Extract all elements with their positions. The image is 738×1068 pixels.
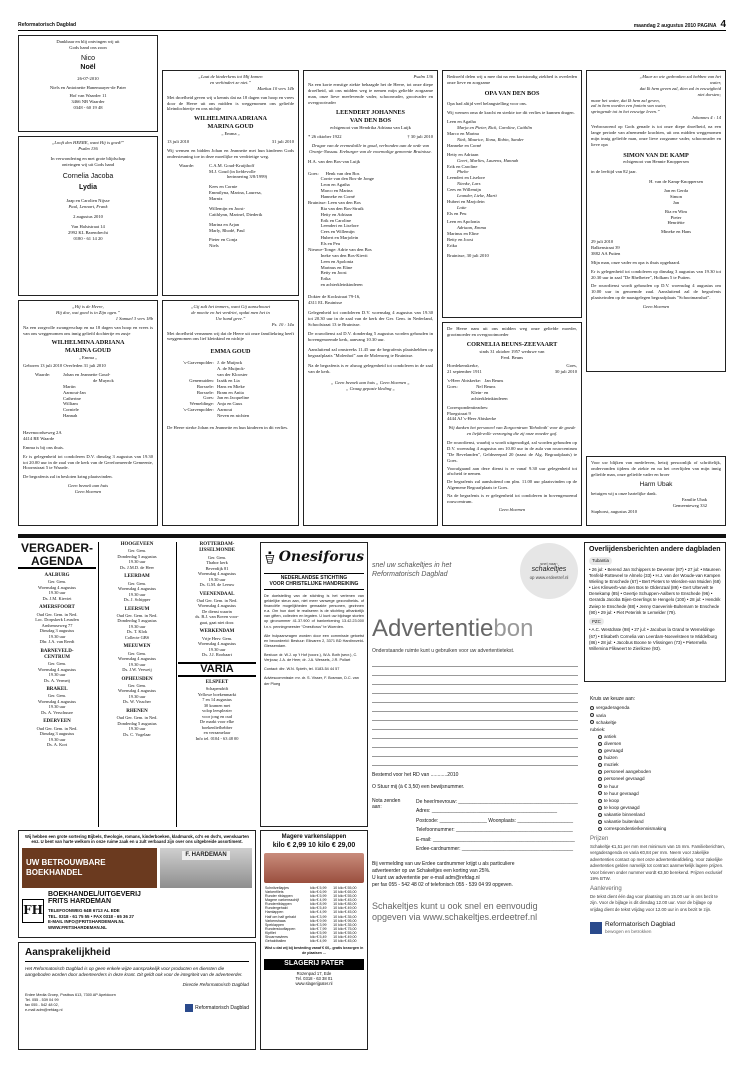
varia-title: VARIA xyxy=(178,662,256,678)
butcher-ad xyxy=(260,830,368,1050)
radio-icon[interactable] xyxy=(598,777,602,781)
other-papers-title: Overlijdensberichten andere dagbladen xyxy=(589,546,721,553)
funeral-info: De begrafenis zal aansluitend om plm. 11.00 uur plaatsvinden op de Algemene Begraafplaats te Goes. xyxy=(447,479,577,491)
spouse: sinds 31 oktober 1957 weduwe van xyxy=(479,348,545,354)
lying-in-state: Emma is bij ons thuis. xyxy=(23,444,64,450)
radio-icon[interactable] xyxy=(598,799,602,803)
child-second-name: Lydia xyxy=(78,184,98,192)
agenda-entry: RHENEN Oud Ger. Gem. in Ned. Donderdag 5 augustus 19.30 uur Ds. C. Vogelaar xyxy=(116,708,158,737)
form-footer: Schakeltjes kunt u ook snel en eenvoudig opgeven via www.schakeltjes.erdeetref.nl xyxy=(372,900,538,923)
signatory-line: Erik en Caroline xyxy=(447,163,478,169)
verse-ref: Psalm 136 xyxy=(413,74,433,79)
announcement-intro: Na een zorgvolle zwangerschap en na 18 dagen van hoop en vrees is van ons weggenomen ons innig geliefd dochtertje en zusje xyxy=(23,324,153,336)
radio-icon[interactable] xyxy=(590,720,594,724)
signatories xyxy=(167,360,294,419)
child-name: Nico xyxy=(80,54,95,62)
liability-text: Het Reformatorisch Dagblad is op geen enkele wijze aansprakelijk voor producten en diensten die aangeboden worden door adverteerders in deze krant. Dit geldt ook voor de integriteit van de adverteerder. xyxy=(25,965,243,978)
place-date: Bruinisse, 30 juli 2010 xyxy=(447,252,489,258)
signatory-line: Betty en Joost xyxy=(447,237,474,243)
category-option[interactable]: vakantie binnenland xyxy=(590,811,726,818)
ad-text-line[interactable] xyxy=(372,658,578,667)
footer-note: „ Geen bezoek aan huis „ Geen bloemen „ „ Graag gepaste kleding „ xyxy=(331,379,410,391)
radio-icon[interactable] xyxy=(590,713,594,717)
agenda-mid-column xyxy=(100,542,174,827)
liability-address: Erdee Media Groep, Postbus 613, 7300 AP Apeldoorn Tel. 055 - 539 04 99 fax 055 - 542 48 02, e-mail adm@refdag.nl xyxy=(25,992,116,1012)
child-name: Cornelia Jacoba xyxy=(62,172,114,180)
category-option[interactable]: personeel aangeboden xyxy=(590,768,726,775)
signatory-line: Jan en Gerda xyxy=(664,188,688,194)
source-tubantia: Tubantia xyxy=(589,557,612,565)
signatories: H.A. van den Bos-van Luijk Goes: Henk van den Bos Corrie van den Bos-de Jonge Leon en Agatha Marco en Marina Hanneke en Corné Bruinisse: Leen van den Bos Ria van den Bos-Struik Hetty en Adriaan Erik en Caroline Leendert en Liselore Cees en Willemijn Hubert en Marjolein Els en Peu Nieuwe-Tonge: Adrie van den Bos Ineke van den Bos-Kievit Leen en Apolonia Marinus en Eline Betty en Joost Erika en achterkleinkinderen xyxy=(308,158,374,288)
after-funeral-info: Na de begrafenis is er alsnog gelegenheid tot condoleren in de zaal van de kerk. xyxy=(308,362,433,374)
category-option[interactable]: muziek xyxy=(590,761,726,768)
verse-ref: Markus 10 vers 14b xyxy=(257,85,294,91)
radio-icon[interactable] xyxy=(590,706,594,710)
birth-date: 2 augustus 2010 xyxy=(73,214,103,220)
death-announcement-beuns xyxy=(442,322,582,526)
storefront-photo: F. HARDEMAN xyxy=(160,848,252,888)
place-date: Staphorst, augustus 2010 xyxy=(591,508,638,514)
onesiforus-advisory: Adviescommissie: mr. dr. S. Visser, F. Bosman, D.C. van der Ploeg xyxy=(264,676,359,686)
death-announcement-emma-goud xyxy=(162,300,299,526)
onesiforus-header xyxy=(264,546,364,570)
price-row: Speklappen kilo € 3,99 10 kilo € 35,00 xyxy=(265,922,357,927)
delivery-text: De tekst dient één dag voor plaatsing om 15.00 uur in ons bezit te zijn. Voor de bijlage is dit dinsdag 12.00 uur. Voor de bijlage op vrijdag dient de tekst vrijdag voor 12.00 uur in ons bezit te zijn. xyxy=(590,893,718,912)
signatory-row: A. de Muijnck- xyxy=(217,366,246,372)
service-info: De rouwdienst zal D.V. donderdag 5 augustus worden gehouden in bovengenoemde kerk, aanvang 10.30 uur. xyxy=(308,331,433,343)
signatory-line: Simon xyxy=(670,193,682,199)
thanks-announcement-ubak xyxy=(586,456,726,526)
parents: Niels en Antoinette Hanemaayer-de Pater xyxy=(49,84,127,90)
places: Hoedekenskerke, Goes, xyxy=(447,363,577,369)
tubantia-list: • 26 jul: • Berend Jan Schippers te Deventer (87) • 27 jul: • Maureen Tenfeld-Rotteveel te Almelo (33) • H.J. van der Woude-van Kampen Wieling te Enschede (67) • Bert Pieters te Wierden-van Muiden (68) • Lies Klinwerb-van den Bos te Oldenzaal (89) • Gert Ultervelt te Denekamp (85) • Geertje Schuppen-Aalbers te Enschede (96) • Gerarda Jacoba Bijen-Geerlings te Hengelo (100) • 28 jul: • Hendrik Zwiep te Enschede (88) • Jenny Gaeverink-Bultemam te Enschede (90) • 29 jul: • Piet Peterink te Lemelder (79). xyxy=(589,566,721,615)
birth-announcement-nico xyxy=(18,35,158,132)
signatory-line: Cees en Willemijn xyxy=(447,187,481,193)
signatories: 's-Heer Abtskerke: Jan Beuns Goes: Nel Beuns Klein- en achterkleinkinderen xyxy=(447,378,508,401)
category-option[interactable]: te huur xyxy=(590,783,726,790)
radio-icon[interactable] xyxy=(598,784,602,788)
category-option[interactable]: rubriek: xyxy=(590,726,606,732)
delivery-title: Aanlevering xyxy=(590,886,622,893)
prices-title: Prijzen xyxy=(590,836,609,843)
category-option[interactable]: antiek xyxy=(590,733,726,740)
footer-note: Geen bloemen xyxy=(498,506,526,512)
price-row: Hamlappen kilo € 4,99 10 kilo € 45,00 xyxy=(265,910,357,915)
form-title: Advertentiebon xyxy=(372,615,534,642)
signatories: Waarde: Johan en Jeannette Goud- de Muynck Martin Aarnout-Jan Catherine William Corniele Hannah xyxy=(35,372,114,419)
varia-elspeet: ELSPEET Schapendrift Yellowe boekenmarkt 7 en 14 augustus 30 kramen met volop leesplezier voor jong en oud De markt voor elke boekenliefhebber en verzamelaar Info tel. 0104 - 63 48 00 xyxy=(195,680,239,741)
onesiforus-contact: Contact: dhr. W.N. Spieth, tel. 0183-54 44 57 xyxy=(264,667,340,672)
butcher-main-price: kilo € 2,99 10 kilo € 29,00 xyxy=(272,841,356,849)
announcement-intro: Bedroefd delen wij u mee dat na een kortstondig ziekbed is overleden onze lieve en zorgzame xyxy=(447,74,577,85)
verse: „Looft den HEERE, want Hij is goed!” xyxy=(51,140,125,145)
publish-date-field[interactable]: Bestemd voor het RD van ............2010 xyxy=(372,772,459,779)
agenda-right-column xyxy=(178,542,256,827)
death-announcement-emma-parents xyxy=(18,300,158,526)
ad-text-lines[interactable] xyxy=(372,658,578,766)
dates: Geboren 13 juli 2010 Overleden 31 juli 2010 xyxy=(23,363,106,369)
nickname: „ Emma „ xyxy=(78,355,98,361)
verse: „Laat de kinderkens tot Mij komen en verhindert ze niet.” xyxy=(198,74,263,85)
invoice-fields[interactable]: De heer/mevrouw: ___________________________________________ Adres: _____________________________________________ Postcode: _________________ Woonplaats: ____________________ Telefoonnummer: __________________________________________ E-mail: ___________________________________________________ Erdee-cardnummer: ________________________________________ xyxy=(416,798,578,853)
sympathy-text: Wij wensen oma de kracht en sterkte toe dit verlies te kunnen dragen. xyxy=(447,109,575,115)
radio-icon[interactable] xyxy=(598,735,602,739)
agenda-title: VERGADER- AGENDA xyxy=(18,542,96,569)
nickname: „ Emma „ xyxy=(221,131,240,137)
bookstore-address: TELEFOONWEG 64B 6713 AL EDE TEL. 0318 - 61 75 55 • FAX 0318 - 65 36 27 E-MAIL INFO@FRITSHARDEMAN.NL WWW.FRITSHARDEMAN.NL xyxy=(48,908,134,930)
announcement-intro: Met droefheid vernamen wij dat de Heere uit onze familiekring heeft weggenomen ons lief kleinkind en nichtje xyxy=(167,330,294,342)
signatory-row: 's-Gravenpolder: Aarnout xyxy=(183,407,233,413)
radio-icon[interactable] xyxy=(598,770,602,774)
verse: „Maar zo wie gedronken zal hebben van het water, dat Ik hem geven zal, dien zal in eeuwigheid niet dorsten; maar het water, dat Ik hem zal geven, zal in hem worden een fontein van water, springende tot in het eeuwige leven.” xyxy=(591,74,721,115)
ad-text-line[interactable] xyxy=(372,712,578,721)
signatory-row: Neven en nichten xyxy=(217,413,250,419)
agenda-list xyxy=(100,542,174,737)
announcement-intro: In verwondering en met grote blijdschap ontvingen wij uit Gods hand xyxy=(50,155,126,167)
dates: 13 juli 2010 31 juli 2010 xyxy=(167,139,294,144)
price-row: Varkenshaas kilo € 9,99 10 kilo € 95,00 xyxy=(265,918,357,923)
announcement-intro: Dankbaar en blij ontvingen wij uit Gods hand ons zoon xyxy=(56,39,120,50)
category-option[interactable]: diversen xyxy=(590,740,726,747)
signatory-line: H. van de Kamp-Knoppersen xyxy=(649,179,703,185)
rd-logo: Reformatorisch Dagblad xyxy=(185,1004,249,1012)
parents: Jaap en Carolien Nijsse Paul, Lennart, Frank xyxy=(66,198,110,210)
bookstore-ad xyxy=(18,830,256,938)
category-option[interactable]: personeel gevraagd xyxy=(590,775,726,782)
deceased-name: CORNELIA BEUNS-ZEEVAART xyxy=(466,340,558,348)
date: 29 juli 2010 xyxy=(591,239,614,245)
signatory-line: Geert, Marlies, Laurens, Hannah xyxy=(457,157,519,163)
spouse: echtgenoot van Hennie Knoppersen xyxy=(623,159,689,165)
signatory-row: Borssele: Bram en Anita xyxy=(196,389,244,395)
category-selector xyxy=(590,696,726,1050)
birth-announcement-cornelia xyxy=(18,136,158,296)
category-option[interactable]: varia xyxy=(590,712,726,719)
thanks-note: Wij danken het personeel van Zorgcentrum 'Rehoboth' voor de goede en liefdevolle verzorging die zij onze moeder gaf. xyxy=(448,425,576,437)
page-number: 4 xyxy=(720,19,726,30)
announcement-intro: Na een korte ernstige ziekte behaagde het de Heere, tot onze diepe droefheid, uit ons midden weg te nemen mijn geliefde zorgzame man, onze lieve meelevende vader, schoonvader, grootvader en overgrootvader xyxy=(308,81,433,105)
signatory-line: Lotte xyxy=(457,204,467,210)
onesiforus-subtitle: NEDERLANDSE STICHTING VOOR CHRISTELIJKE HANDREIKING xyxy=(264,573,364,590)
radio-icon[interactable] xyxy=(598,806,602,810)
signatory-line: Hetty en Adriaan xyxy=(447,151,479,157)
butcher-title: Magere varkenslappen xyxy=(281,834,347,840)
prices-text: Schakeltje €1,51 per mm met minimum van 15 mm. Familieberichten, vergaderagenda en varia €0,84 per mm. Neem voor zakelijke advertenties contact op met onze advertentieafdeling. Voor zakelijke advertenties gelden namelijk tot contract aanmerkelijk lagere prijzen. Voor brieven onder nummer wordt €3,50 berekend. Prijzen exclusief 19% BTW. xyxy=(590,844,725,881)
signatory-line: Pieter xyxy=(670,214,682,220)
liability-sign: Directie Reformatorisch Dagblad xyxy=(182,982,249,988)
proof-copy-checkbox[interactable]: O Stuur mij (à € 3,50) een bewijsnummer. xyxy=(372,783,465,790)
agenda-entry: LEERDAM Ger. Gem. Woensdag 4 augustus 19.30 uur Ds. J. Schipper xyxy=(118,574,156,602)
spouse-name: Ferd. Beuns xyxy=(500,354,524,360)
verse-ref: Psalm 136 xyxy=(78,145,98,151)
ad-text-line[interactable] xyxy=(372,730,578,739)
deceased-name: LEENDERT JOHANNES VAN DEN BOS xyxy=(336,109,405,125)
service-info: De rouwdienst wordt gehouden op D.V. woensdag 4 augustus om 10.00 uur in genoemde zaal. Aansluitend zal de begrafenis plaatsvinden op de naastgelegen begraafplaats "Schootmanshof". xyxy=(591,283,721,301)
onesiforus-board: Bestuur: dr. W.J. op 't Hof (voorz.), W.A. Both (secr.), C. Verjouw, J.A. de Heer, dr. J.A. Wessels, J.R. Pollart xyxy=(264,653,358,663)
agenda-entry: LEERSUM Oud Ger. Gem. in Ned. Donderdag 5 augustus 19.30 uur Ds. T. Klok Collecte GBS xyxy=(116,606,158,640)
signatories: Waarde: C.A.M. Goud-Kruijthoff M.J. Goud (in liefdevolle herinnering 3/8/1999) Kees en Cornie Emmilyna, Marina, Lauresa, Marnix Willemijn en Joost- Caithlynn, Marinel, Diederik Marina en Arjan Marly, Rhodé, Paul Pieter en Conja Niels xyxy=(179,162,268,249)
agenda-left-column xyxy=(18,542,96,827)
price-row: Gehaktballen kilo € 4,99 10 kilo € 45,00 xyxy=(265,939,357,944)
radio-icon[interactable] xyxy=(598,791,602,795)
price-row: Schnitzellapjes kilo € 5,99 10 kilo € 55,00 xyxy=(265,885,357,890)
signatories xyxy=(591,179,721,235)
category-option[interactable]: vergaderagenda xyxy=(590,704,726,711)
agenda-entry: WERKENDAM Vrije Herv. Gem. Woensdag 4 augustus 19.30 uur Ds. J.J. Roobaart xyxy=(198,629,236,657)
category-option[interactable]: te huur gevraagd xyxy=(590,790,726,797)
category-option[interactable]: te koop xyxy=(590,797,726,804)
ad-text-line[interactable] xyxy=(372,676,578,685)
radio-icon[interactable] xyxy=(598,756,602,760)
signatory-line: Nienke, Lars xyxy=(457,181,481,187)
signatory-row: Borssele: Hans en Mieke xyxy=(196,383,245,389)
ad-text-line[interactable] xyxy=(372,721,578,730)
verse-ref: Ps. 10 : 14a xyxy=(271,321,294,327)
category-list[interactable] xyxy=(590,704,726,832)
signatory-row: Wemeldinge: Anja en Guus xyxy=(189,401,243,407)
death-announcement-opa xyxy=(442,70,582,318)
signatory-row: Genemuiden: Izaäk en Lia xyxy=(189,377,240,383)
price-row: Rundergehakt kilo € 5,49 10 kilo € 49,00 xyxy=(265,906,357,911)
signatory-line: Adriaan, Emma xyxy=(457,225,487,231)
butcher-note: Wist u dat wij bij besteding vanaf € 60,- gratis bezorgen in de plaatsen ... xyxy=(264,946,364,955)
verse-ref: 1 Samuel 3 vers 18b xyxy=(115,315,153,321)
birth-date: 26-07-2010 xyxy=(77,75,99,81)
verse: „Gij zult het immers, want Gij aanschouwt de moeite en het verdriet, opdat men het in Uw hand geve.” xyxy=(191,304,270,321)
price-row: Runderriblappen kilo € 8,99 10 kilo € 85,00 xyxy=(265,902,357,907)
price-row: Magere varkensschijf kilo € 4,99 10 kilo € 45,00 xyxy=(265,898,357,902)
thanks-text: Voor uw blijken van medeleven, hetzij persoonlijk of schriftelijk, ondervonden tijdens de ziekte en na het overlijden van mijn innig geliefde man, onze geliefde vader en broer xyxy=(591,460,721,477)
ad-text-line[interactable] xyxy=(372,748,578,757)
price-row: Kipfilet kilo € 5,99 10 kilo € 55,00 xyxy=(265,931,357,935)
condolence-info: Na de begrafenis is er gelegenheid tot condoleren in bovengenoemd rouwcentrum. xyxy=(447,493,577,504)
signatory-row: van der Klooster xyxy=(217,371,248,377)
radio-icon[interactable] xyxy=(598,820,602,824)
price-row: Half om half gehakt kilo € 3,99 10 kilo € 35,00 xyxy=(265,914,357,919)
butcher-address: Rozenpad 17, Ede Tel. 0318 - 63 38 01 www.slagerijpater.nl xyxy=(295,970,333,987)
note: Opa had altijd veel belangstelling voor ons. xyxy=(447,100,527,106)
butcher-price-table xyxy=(264,886,364,944)
signatories xyxy=(447,119,577,248)
agenda-entry: EDERVEEN Oud Ger. Gem. in Ned. Dinsdag 3 augustus 19.30 uur Ds. A. Kort xyxy=(36,719,78,748)
price-row: Runderstooflappen kilo € 7,99 10 kilo € 75,00 xyxy=(265,926,357,931)
category-option[interactable]: schakeltje xyxy=(590,719,726,726)
sympathy-text: Wij wensen en bidden Johan en Jeannette met hun kinderen Gods ondersteuning toe in deze moeilijke en verdrietige weg. xyxy=(167,147,294,159)
radio-icon[interactable] xyxy=(598,813,602,817)
sympathy-text: De Heere sterke Johan en Jeannette en hun kinderen in dit verlies. xyxy=(167,424,289,430)
deceased-name: EMMA GOUD xyxy=(210,348,251,356)
pzc-list: • A.C. Westdrate (98) • 27 jul: • Jacobus la Grand te Wemeldinge (67) • Elisabeth Cornelia van Leerdam-Noevelsteen te Middelburg (86) • 28 jul: • Jacobus Boone te Vlissingen (73) • Pieternella Willemina Flikweert te Zierikzee (93). xyxy=(589,627,717,651)
category-option[interactable]: te koop gevraagd xyxy=(590,804,726,811)
signatory-line: Marco en Marina xyxy=(447,131,479,137)
signatory-line: Leander, Lieke, Marti xyxy=(457,192,497,198)
signatory-line: Hubert en Marjolein xyxy=(447,198,485,204)
ad-text-line[interactable] xyxy=(372,739,578,748)
form-info: Bij vermelding van uw Erdee cardnummer krijgt u als particuliere adverteerder op uw Schakeltjes een korting van 25%. U kunt uw advertentie per e-mail adm@refdag.nl per fax 055 - 542 48 02 of telefonisch 055 - 539 04 99 opgeven. xyxy=(372,860,515,888)
agenda-list xyxy=(18,573,96,748)
meat-photo xyxy=(264,853,364,883)
bookstore-name: BOEKHANDEL/UITGEVERIJ FRITS HARDEMAN xyxy=(48,890,141,906)
signatory-row: Goes: Jan en Jacqueline xyxy=(203,395,250,401)
agenda-entry: AALBURG Ger. Gem. Woensdag 4 augustus 19.30 uur Ds. J.M. Kieviet xyxy=(38,573,76,601)
signatory-line: Erika xyxy=(447,242,457,248)
ad-text-line[interactable] xyxy=(372,703,578,712)
ad-text-line[interactable] xyxy=(372,685,578,694)
onesiforus-text: De doelstelling van de stichting is het verlenen van geldelijke steun aan, niet meer vanwege gezondheids- of financiële mogelijkheden gemaakte personen, gezinnen e.a. Om hun doel te realiseren is de stichting afhankelijk van giften, collecten en legaten. U kunt uw bijdrage storten op gironummer 41.37.900 of bankrekening 13.42.23.000 t.n.v. penningmeester "Onesiforus" te Woerden. xyxy=(264,593,364,629)
death-announcement-emma-family xyxy=(162,70,299,296)
liability-title: Aansprakelijkheid xyxy=(25,947,249,962)
signatory-line: Leen en Agatha xyxy=(447,119,476,125)
lying-in-state: Mijn man, onze vader en opa is thuis opgebaard. xyxy=(591,259,681,265)
address: Havenoordseweg 2A 4414 RE Waarde xyxy=(23,430,62,441)
address: Balkenstraat 39 3882 AA Putten xyxy=(591,245,621,256)
agenda-entry: VEENENDAAL Oud Ger. Gem. in Ned. Woensdag 4 augustus De dienst waarin ds. B.J. van Boven voor- gaat, gaat niet door. xyxy=(195,591,239,625)
category-option[interactable]: gevraagd xyxy=(590,747,726,754)
page-header xyxy=(18,19,726,31)
signatory-line: Hanneke en Corné xyxy=(447,142,482,148)
radio-icon[interactable] xyxy=(598,749,602,753)
address: Hof van Waarder 11 3466 NB Waarder 0348 - 60 19 48 xyxy=(69,93,107,111)
page-info: maandag 2 augustus 2010 PAGINA 4 xyxy=(633,19,726,30)
service-info: De rouwdienst, waarbij u wordt uitgenodigd, zal worden gehouden op D.V. woensdag 4 augustus om 10.00 uur in de aula van rouwcentrum "De Bevelanden", Geldezeepad 20 (naast de Alg. Begraafplaats) te Goes. xyxy=(447,440,577,463)
ad-text-line[interactable] xyxy=(372,694,578,703)
other-papers-deaths xyxy=(584,542,726,682)
bookstore-banner: UW BETROUWBARE BOEKHANDEL xyxy=(22,848,157,888)
agenda-entry: OPHEUSDEN Ger. Gem. Woensdag 4 augustus 19.30 uur Ds. W. Visscher xyxy=(118,676,156,705)
deceased-name: WILHELMINA ADRIANA MARINA GOUD xyxy=(51,339,125,355)
correspondence-address: Correspondentieadres: Ploegstraat 9 4444 AJ 's-Heer Abtskerke xyxy=(447,404,497,422)
price-row: Varkenfilets kilo € 6,99 10 kilo € 65,00 xyxy=(265,889,357,894)
signatory-row: 's-Gravenpolder: J. de Muijnck xyxy=(183,360,243,366)
death-announcement-van-den-bos xyxy=(303,70,438,526)
signatory-line: Jan xyxy=(672,199,680,205)
ad-order-form xyxy=(372,542,578,1050)
signatory-line: Leen en Apolonia xyxy=(447,219,480,225)
deceased-name: Harm Ubak xyxy=(639,480,673,488)
child-second-name: Noël xyxy=(80,63,96,71)
lamp-icon xyxy=(264,546,276,570)
signatory-line: Leendert en Liselore xyxy=(447,175,486,181)
category-option[interactable]: vakantie buitenland xyxy=(590,818,726,825)
verse: „Hij is de Heere, Hij doe, wat goed is in Zijn ogen.” xyxy=(56,304,120,315)
price-row: Shoarmavlees kilo € 5,49 10 kilo € 49,00 xyxy=(265,935,357,940)
category-option[interactable]: huizen xyxy=(590,754,726,761)
signatory-line: Marinus en Eline xyxy=(447,231,479,237)
section-divider xyxy=(18,534,726,538)
radio-icon[interactable] xyxy=(598,742,602,746)
ad-text-line[interactable] xyxy=(372,667,578,676)
age: in de leeftijd van 82 jaar. xyxy=(591,169,637,175)
category-title: Kruis uw keuze aan: xyxy=(590,696,636,702)
agenda-entry: HOOGEVEEN Ger. Gem. Donderdag 5 augustus 19.30 uur Ds. J.M.D. de Heer xyxy=(117,542,157,570)
condolence-info: Er is gelegenheid tot condoleren D.V. dinsdag 3 augustus van 19.30 tot 20.00 uur in de zaal van de kerk van de Gereformeerde Gemeente, Hoornstraat 5 te Waarde. xyxy=(23,453,153,471)
fh-logo-icon: FH xyxy=(22,899,44,923)
invoice-label: Nota zenden aan: xyxy=(372,797,401,811)
onesiforus-ad xyxy=(260,542,368,827)
address: Dokter de Kockstraat 79-16, 4311 EL Bruinisse xyxy=(308,294,361,305)
bookstore-intro: Wij hebben een grote sortering Bijbels, theologie, romans, kinderboeken, kladmarok, cd's en dvd's, wenskaarten enz. U bent van harte welkom in onze ruime zaak en u zult verbaasd zijn over ons uitgebreide assortiment. xyxy=(25,834,249,845)
signatory-line: Phebe xyxy=(457,169,469,175)
category-option[interactable]: correspondentie/kennismaking xyxy=(590,825,726,832)
signatory-line: Ria en Wim xyxy=(665,208,687,214)
death-announcement-van-de-kamp xyxy=(586,70,726,372)
radio-icon[interactable] xyxy=(598,827,602,831)
agenda-list xyxy=(178,542,256,658)
condolence-info: Gelegenheid tot condoleren D.V. woensdag 4 augustus van 19.30 tot 20.30 uur in de zaal van de kerk der Ger. Gem. in Nederland, Schoolstraat 13 te Bruinisse. xyxy=(308,309,433,327)
signatory-line: Mineke en Hans xyxy=(660,229,692,235)
form-instructions: Onderstaande ruimte kunt u gebruiken voor uw advertentietekst. xyxy=(372,647,515,654)
paper-name: Reformatorisch Dagblad xyxy=(18,22,77,28)
rd-logo-icon xyxy=(590,922,602,934)
spouse: echtgenoot van Hendrika Adriana van Luijk xyxy=(330,125,411,131)
schakeltjes-badge[interactable]: snel naar: schakeltjes op www.erdeetref.nl xyxy=(520,543,578,599)
address: Van Halststraat 14 2992 KL Barendrecht 0180 - 61 14 20 xyxy=(68,224,108,241)
footer-note: Geen bloemen xyxy=(642,304,670,310)
announcement-intro: Verbrouwend op Gods genade is tot onze diepe droefheid, na een lange periode van afnemende krachten, uit ons midden weggenomen mijn innig geliefde man, onze lieve zorgzame vader, schoonvader en lieve opa xyxy=(591,124,721,147)
signatories: Familie Ubak Gemeenteweg 332 xyxy=(672,496,707,508)
ad-text-line[interactable] xyxy=(372,757,578,766)
agenda-entry: BRAKEL Ger. Gem. Woensdag 4 augustus 19.30 uur Ds. A. Verschuure xyxy=(38,687,76,715)
butcher-name: SLAGERIJ PATER xyxy=(264,959,364,970)
agenda-entry: AMERSFOORT Oud Ger. Gem. in Ned. Loc. Dorpskerk Leusden Arnhemseweg 77 Dinsdag 3 augustus 19.30 uur Dhr. J.A. van Reedt xyxy=(35,605,79,645)
deceased-name: WILHELMINA ADRIANA MARINA GOUD xyxy=(193,115,268,131)
thanks-line: betuigen wij u onze hartelijke dank. xyxy=(591,490,657,496)
source-pzc: PZC xyxy=(589,618,604,626)
onesiforus-text2: Alle hulpaanvragen worden door een commissie getoetst en beoordeeld: Bestuur: Eikvaren 2, 3371 BD Hardinxveld-Giessendam. xyxy=(264,633,364,648)
agenda-entry: MEEUWEN Ger. Gem. Woensdag 4 augustus 19.30 uur Ds. J.W. Verweij xyxy=(118,644,156,672)
deceased-name: SIMON VAN DE KAMP xyxy=(623,151,689,159)
deceased-name: OPA VAN DEN BOS xyxy=(484,89,540,97)
condolence-info: Er is gelegenheid tot condoleren op dinsdag 3 augustus van 19.30 tot 20.30 uur in zaal "De Rhelbetee", Holkam 5 te Putten. xyxy=(591,268,721,280)
price-row: Runder riblappen kilo € 5,99 10 kilo € 55,00 xyxy=(265,893,357,898)
signatory-line: Els en Peu xyxy=(447,210,467,216)
honours: Dragar van de eremedaille in goud, verbonden aan de orde van Oranje-Nassau. Ereburger van de voormalige gemeente Bruinisse. xyxy=(309,143,432,154)
signatory-line: Henriëtte xyxy=(667,220,685,226)
farewell-info: Voorafgaand aan deze dienst is er vanaf 9.30 uur gelegenheid tot afscheid te nemen. xyxy=(447,465,577,477)
announcement-intro: Met droefheid geven wij u kennis dat na 18 dagen van hoop en vrees door de Heere uit ons midden is weggenomen ons geliefde kleindochtertje en ons nichtje xyxy=(167,94,294,112)
signatory-line: Marja en Pieter, Rick, Caroline, Caithlin xyxy=(457,125,533,131)
verse-ref: Johannes 4 : 14 xyxy=(691,115,721,121)
agenda-entry: BARNEVELD- CENTRUM Ger. Gem. Woensdag 4 augustus 19.30 uur Ds. A. Vermeij xyxy=(38,648,76,683)
radio-icon[interactable] xyxy=(598,763,602,767)
funeral-info: Aansluitend zal omstreeks 11.45 uur de begrafenis plaatshebben op begraafplaats "Molenhof" aan de Molenweg te Bruinisse. xyxy=(308,347,433,358)
announcement-intro: De Heere nam uit ons midden weg onze geliefde moeder, grootmoeder en overgrootmoeder xyxy=(447,326,577,337)
dates: 21 september 1911 30 juli 2010 xyxy=(447,369,577,375)
signatory-line: Niek, Maurice, Ilona, Robin, Sander xyxy=(457,137,524,143)
rd-logo-bottom: Reformatorisch Dagblad bewogen en betrokken xyxy=(590,921,726,935)
funeral-info: De begrafenis zal in besloten kring plaatsvinden. xyxy=(23,474,113,480)
onesiforus-logo: Onesiforus xyxy=(278,549,364,566)
dates: * 26 oktober 1922 † 30 juli 2010 xyxy=(308,134,433,140)
form-tagline: snel uw schakeltjes in het Reformatorisch Dagblad xyxy=(372,562,452,578)
footer-note: Geen bezoek aan huis Geen bloemen xyxy=(67,483,109,494)
agenda-entry: ROTTERDAM- IJSSELMONDE Ger. Gem. Thabor kerk Beverdijk 81 Woensdag 4 augustus 19.30 uur Ds. G.M. de Leeuw xyxy=(198,542,236,587)
liability-notice xyxy=(18,942,256,1050)
